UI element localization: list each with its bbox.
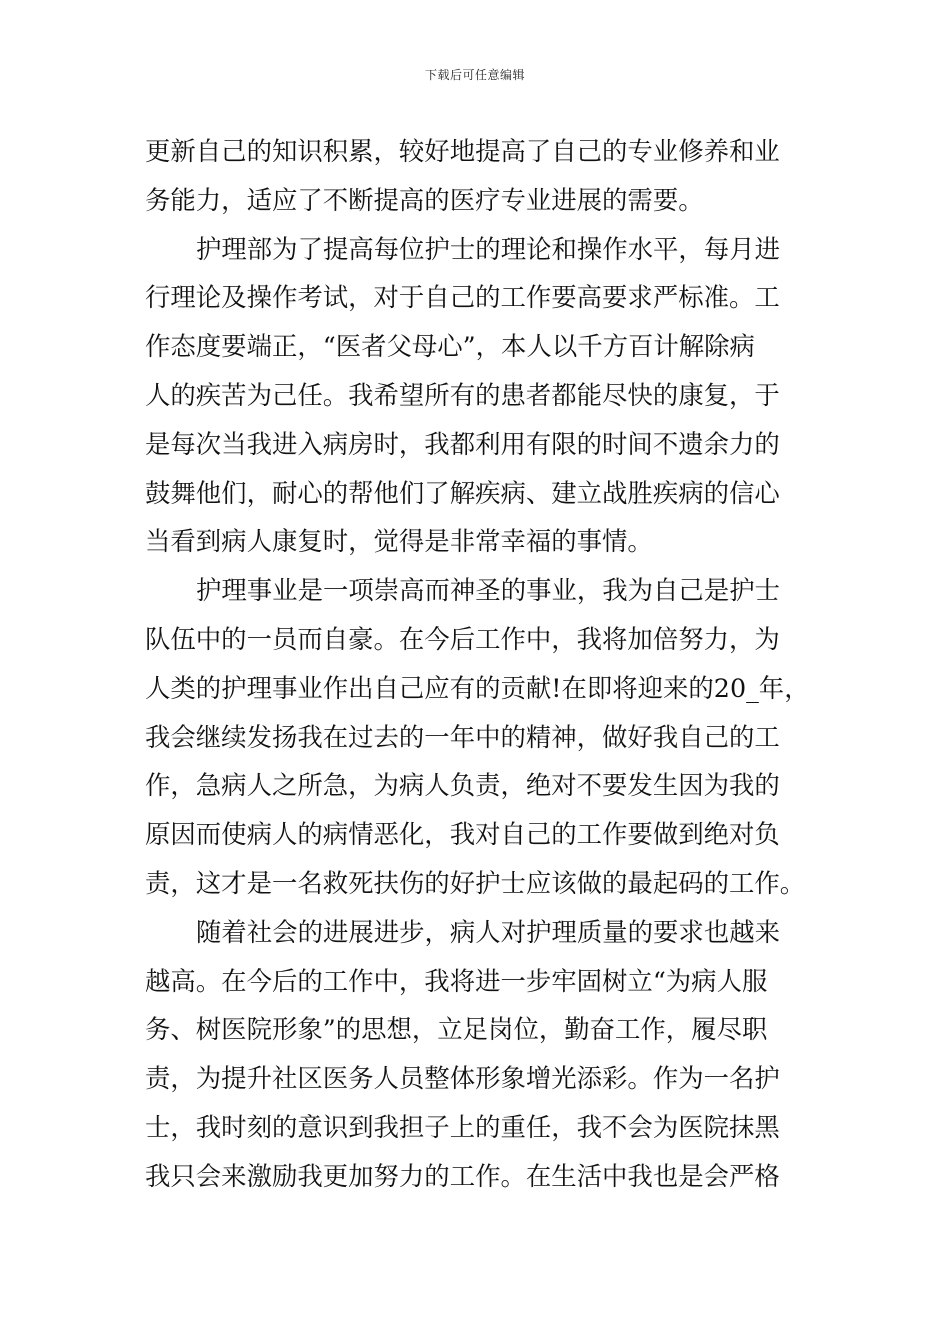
text-line: 队伍中的一员而自豪。在今后工作中，我将加倍努力，为 bbox=[145, 623, 780, 654]
paragraph-2 bbox=[145, 225, 810, 567]
text-line: 鼓舞他们，耐心的帮他们了解疾病、建立战胜疾病的信心 bbox=[145, 477, 780, 508]
text-line: 我会继续发扬我在过去的一年中的精神，做好我自己的工 bbox=[145, 721, 780, 752]
paragraph-4 bbox=[145, 908, 810, 1201]
text-line: 人的疾苦为己任。我希望所有的患者都能尽快的康复，于 bbox=[145, 379, 780, 410]
text-line: 责，为提升社区医务人员整体形象增光添彩。作为一名护 bbox=[145, 1063, 780, 1094]
text-line: 作，急病人之所急，为病人负责，绝对不要发生因为我的 bbox=[145, 770, 780, 801]
text-line: 当看到病人康复时，觉得是非常幸福的事情。 bbox=[145, 526, 653, 557]
document-body bbox=[145, 127, 810, 1201]
page-header: 下载后可任意编辑 bbox=[424, 68, 525, 82]
text-line: 行理论及操作考试，对于自己的工作要高要求严标准。工 bbox=[145, 282, 780, 313]
text-line: 护理事业是一项崇高而神圣的事业，我为自己是护士 bbox=[196, 575, 780, 606]
text-line: 是每次当我进入病房时，我都利用有限的时间不遗余力的 bbox=[145, 428, 780, 459]
text-line: 护理部为了提高每位护士的理论和操作水平，每月进 bbox=[196, 233, 780, 264]
text-line: 务能力，适应了不断提高的医疗专业进展的需要。 bbox=[145, 184, 704, 215]
text-line: 更新自己的知识积累，较好地提高了自己的专业修养和业 bbox=[145, 136, 780, 166]
text-line: 随着社会的进展进步，病人对护理质量的要求也越来 bbox=[196, 916, 780, 947]
text-line: 士，我时刻的意识到我担子上的重任，我不会为医院抹黑 bbox=[145, 1111, 780, 1142]
text-line: 务、树医院形象”的思想，立足岗位，勤奋工作，履尽职 bbox=[145, 1014, 768, 1045]
text-line: 人类的护理事业作出自己应有的贡献!在即将迎来的20_年， bbox=[145, 672, 810, 703]
text-line: 越高。在今后的工作中，我将进一步牢固树立“为病人服 bbox=[145, 965, 768, 996]
text-line: 原因而使病人的病情恶化，我对自己的工作要做到绝对负 bbox=[145, 819, 780, 850]
paragraph-3 bbox=[145, 566, 810, 908]
text-line: 作态度要端正，“医者父母心”，本人以千方百计解除病 bbox=[145, 331, 755, 362]
text-line: 责，这才是一名救死扶伤的好护士应该做的最起码的工作。 bbox=[145, 867, 806, 898]
paragraph-1 bbox=[145, 127, 810, 225]
text-line: 我只会来激励我更加努力的工作。在生活中我也是会严格 bbox=[145, 1160, 780, 1191]
